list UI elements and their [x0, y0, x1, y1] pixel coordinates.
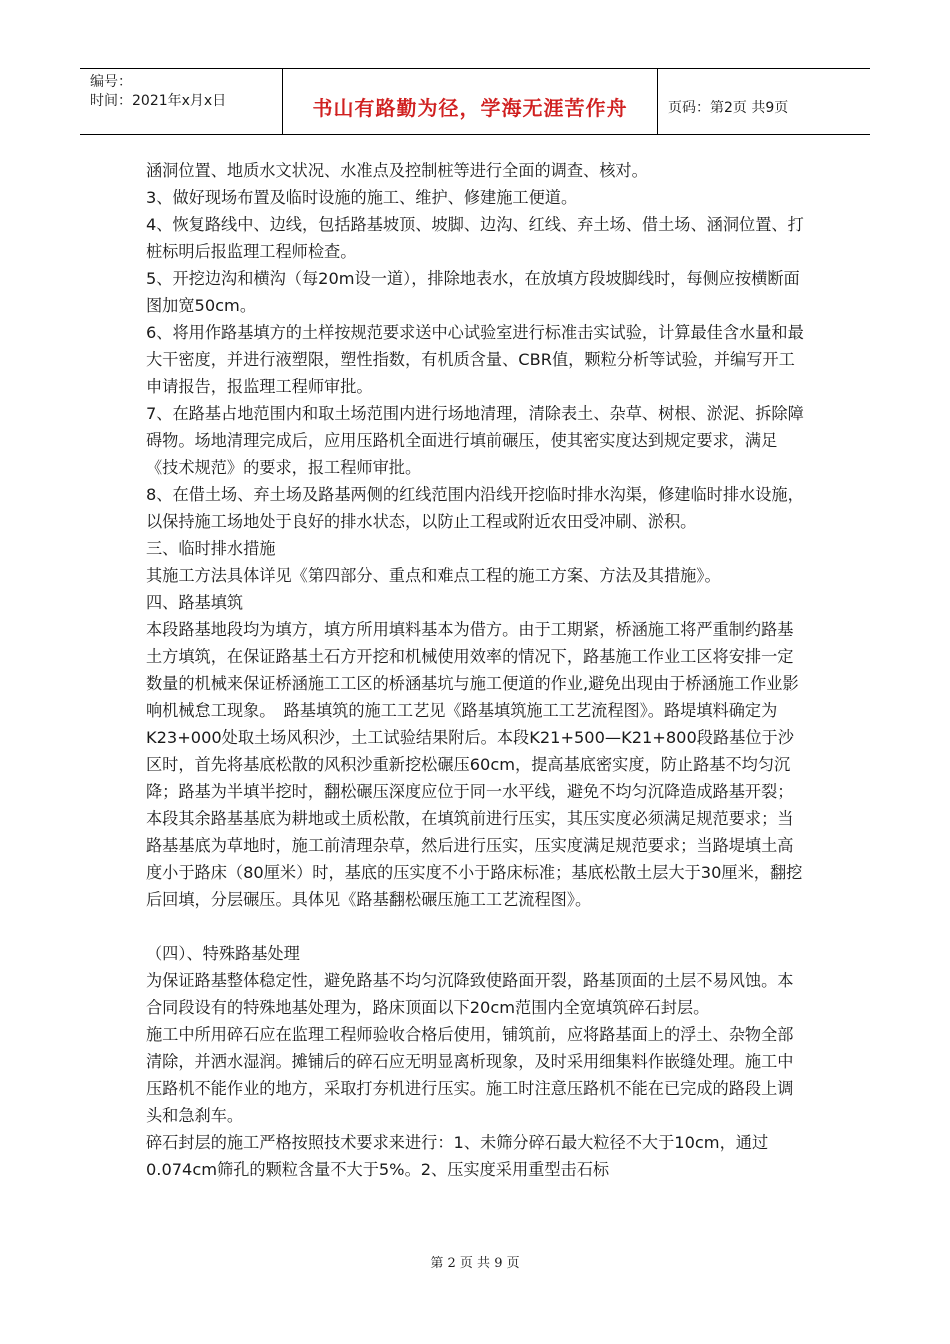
document-date: 时间：2021年x月x日 [90, 93, 227, 109]
section-heading: 三、临时排水措施 [146, 539, 276, 558]
paragraph: 7、在路基占地范围内和取土场范围内进行场地清理，清除表土、杂草、树根、淤泥、拆除障碍物。场地清理完成后，应用压路机全面进行填前碾压，使其密实度达到规定要求，满足《技术规范》的要求，报工程师审批。 [146, 404, 804, 477]
page-footer: 第 2 页 共 9 页 [430, 1256, 520, 1271]
paragraph: 为保证路基整体稳定性，避免路基不均匀沉降致使路面开裂，路基顶面的土层不易风蚀。本合同段设有的特殊地基处理为，路床顶面以下20cm范围内全宽填筑碎石封层。 [146, 971, 794, 1017]
paragraph: 本段路基地段均为填方，填方所用填料基本为借方。由于工期紧，桥涵施工将严重制约路基土方填筑，在保证路基土石方开挖和机械使用效率的情况下，路基施工作业工区将安排一定数量的机械来保证桥涵施工工区的桥涵基坑与施工便道的作业,避免出现由于桥涵施工作业影响机械怠工现象。 路基填筑的施工工艺见《路基填筑施工工艺流程图》。路堤填料确定为K23+000处取土场风积沙，土工试验结果附后。本段K21+500—K21+800段路基位于沙区时，首先将基底松散的风积沙重新挖松碾压60cm，提高基底密实度，防止路基不均匀沉降；路基为半填半挖时，翻松碾压深度应位于同一水平线，避免不均匀沉降造成路基开裂；本段其余路基基底为耕地或土质松散，在填筑前进行压实，其压实度必须满足规范要求；当路基基底为草地时，施工前清理杂草，然后进行压实，压实度满足规范要求；当路堤填土高度小于路床（80厘米）时，基底的压实度不小于路床标准；基底松散土层大于30厘米，翻挖后回填，分层碾压。具体见《路基翻松碾压施工工艺流程图》。 [146, 620, 803, 909]
paragraph: 其施工方法具体详见《第四部分、重点和难点工程的施工方案、方法及其措施》。 [146, 566, 721, 585]
document-number-label: 编号： [90, 74, 132, 90]
paragraph: 施工中所用碎石应在监理工程师验收合格后使用，铺筑前，应将路基面上的浮土、杂物全部清除，并洒水湿润。摊铺后的碎石应无明显离析现象，及时采用细集料作嵌缝处理。施工中压路机不能作业的地方，采取打夯机进行压实。施工时注意压路机不能在已完成的路段上调头和急刹车。 [146, 1025, 794, 1125]
paragraph: 4、恢复路线中、边线，包括路基坡顶、坡脚、边沟、红线、弃土场、借土场、涵洞位置、打桩标明后报监理工程师检查。 [146, 215, 804, 261]
paragraph: 碎石封层的施工严格按照技术要求来进行：1、未筛分碎石最大粒径不大于10cm，通过0.074cm筛孔的颗粒含量不大于5%。2、压实度采用重型击石标 [146, 1133, 769, 1179]
paragraph: 3、做好现场布置及临时设施的施工、维护、修建施工便道。 [146, 188, 578, 207]
header-motto: 书山有路勤为径，学海无涯苦作舟 [283, 69, 658, 134]
paragraph: 5、开挖边沟和横沟（每20m设一道），排除地表水，在放填方段坡脚线时，每侧应按横断面图加宽50cm。 [146, 269, 800, 315]
paragraph: 8、在借土场、弃土场及路基两侧的红线范围内沿线开挖临时排水沟渠，修建临时排水设施，以保持施工场地处于良好的排水状态，以防止工程或附近农田受冲刷、淤积。 [146, 485, 804, 531]
document-body [146, 157, 808, 1183]
page-header [80, 68, 870, 135]
header-page-info: 页码：第2页 共9页 [668, 99, 789, 116]
section-heading: （四）、特殊路基处理 [146, 944, 300, 963]
paragraph: 6、将用作路基填方的土样按规范要求送中心试验室进行标准击实试验，计算最佳含水量和最大干密度，并进行液塑限，塑性指数，有机质含量、CBR值，颗粒分析等试验，并编写开工申请报告，报监理工程师审批。 [146, 323, 804, 396]
paragraph: 涵洞位置、地质水文状况、水准点及控制桩等进行全面的调查、核对。 [146, 161, 648, 180]
header-meta [80, 69, 283, 134]
section-heading: 四、路基填筑 [146, 593, 244, 612]
